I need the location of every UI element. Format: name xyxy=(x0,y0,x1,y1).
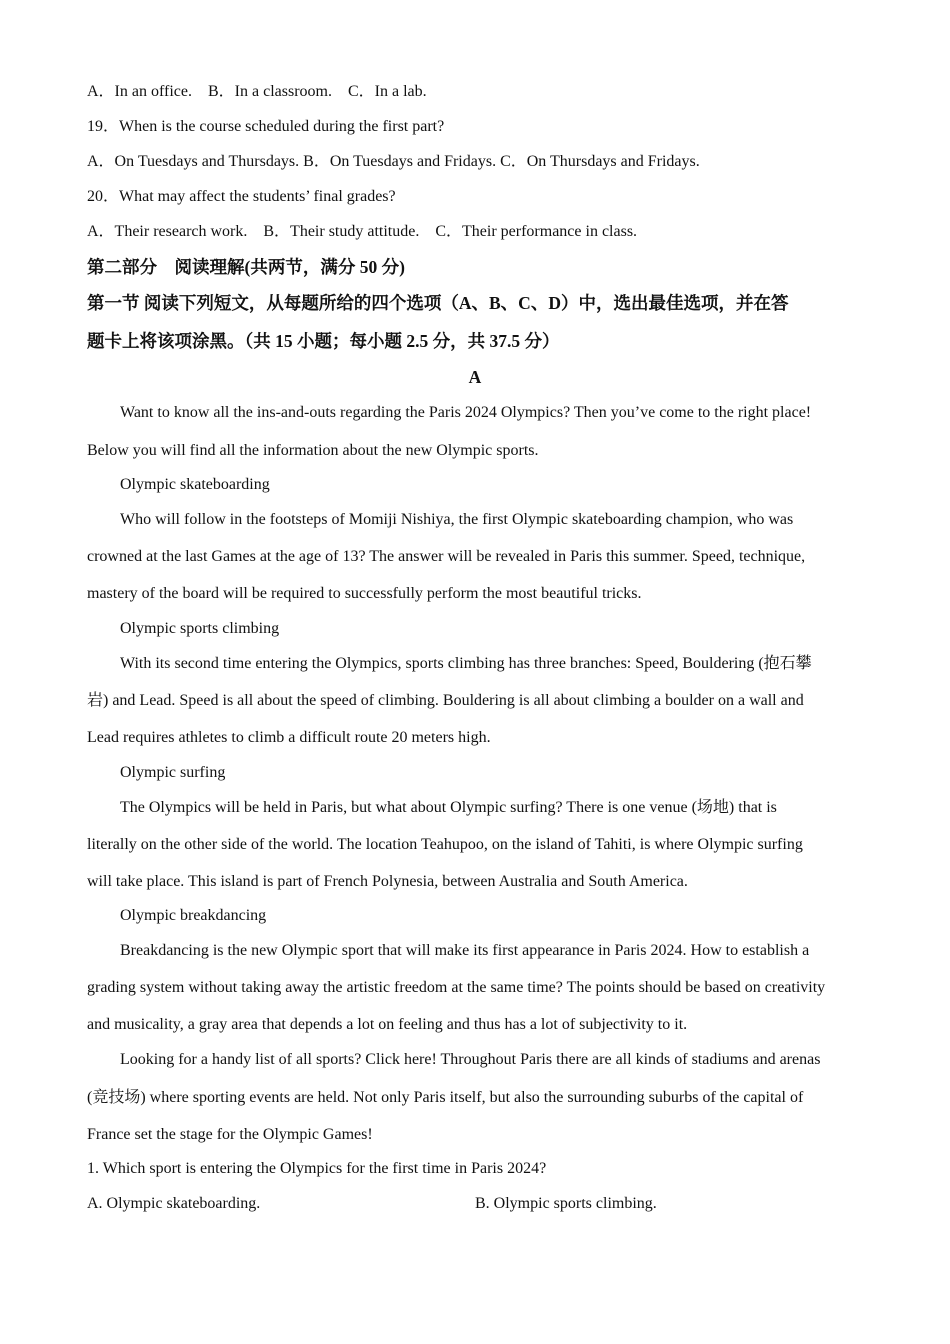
passage-text: The Olympics will be held in Paris, but what about Olympic surfing? There is one venue (场地) that is xyxy=(120,799,777,816)
subheading-breakdancing: Olympic breakdancing xyxy=(120,907,267,924)
subheading-surfing: Olympic surfing xyxy=(120,764,226,781)
q20-question: 20．What may affect the students’ final grades? xyxy=(87,188,396,205)
question-1: 1. Which sport is entering the Olympics for the first time in Paris 2024? xyxy=(87,1160,547,1177)
q18-options: A．In an office. B．In a classroom. C．In a lab. xyxy=(87,83,427,100)
passage-text: literally on the other side of the world. The location Teahupoo, on the island of Tahiti, is where Olympic surfing xyxy=(87,836,803,853)
part-two-heading: 第二部分 阅读理解(共两节，满分 50 分) xyxy=(87,257,405,277)
passage-text: (竞技场) where sporting events are held. Not only Paris itself, but also the surrounding suburbs of the capital of xyxy=(87,1089,804,1106)
passage-text: Below you will find all the information about the new Olympic sports. xyxy=(87,442,539,459)
passage-a-title: A xyxy=(468,367,482,387)
subheading-skateboarding: Olympic skateboarding xyxy=(120,476,270,493)
passage-text: mastery of the board will be required to successfully perform the most beautiful tricks. xyxy=(87,585,642,602)
passage-text: will take place. This island is part of French Polynesia, between Australia and South America. xyxy=(87,873,688,890)
passage-text: Breakdancing is the new Olympic sport that will make its first appearance in Paris 2024. How to establish a xyxy=(120,942,810,959)
q19-question: 19．When is the course scheduled during the first part? xyxy=(87,118,445,135)
section-one-instructions-cont: 题卡上将该项涂黑。（共 15 小题；每小题 2.5 分，共 37.5 分） xyxy=(87,331,560,351)
q20-options: A．Their research work. B．Their study attitude. C．Their performance in class. xyxy=(87,223,638,240)
passage-text: France set the stage for the Olympic Games! xyxy=(87,1126,373,1143)
passage-text: and musicality, a gray area that depends a lot on feeling and thus has a lot of subjectivity to it. xyxy=(87,1016,688,1033)
subheading-climbing: Olympic sports climbing xyxy=(120,620,280,637)
passage-text: Who will follow in the footsteps of Momiji Nishiya, the first Olympic skateboarding champion, who was xyxy=(120,511,794,528)
question-1-option-a: A. Olympic skateboarding. xyxy=(87,1195,261,1212)
question-1-option-b: B. Olympic sports climbing. xyxy=(475,1195,657,1212)
passage-text: 岩) and Lead. Speed is all about the speed of climbing. Bouldering is all about climbing a boulder on a wall and xyxy=(87,692,804,709)
q19-options: A．On Tuesdays and Thursdays. B．On Tuesdays and Fridays. C．On Thursdays and Fridays. xyxy=(87,153,700,170)
passage-text: crowned at the last Games at the age of 13? The answer will be revealed in Paris this summer. Speed, technique, xyxy=(87,548,806,565)
passage-text: Lead requires athletes to climb a difficult route 20 meters high. xyxy=(87,729,491,746)
passage-text: grading system without taking away the artistic freedom at the same time? The points should be based on creativity xyxy=(87,979,826,996)
passage-text: Want to know all the ins-and-outs regarding the Paris 2024 Olympics? Then you’ve come to the right place! xyxy=(120,404,812,421)
passage-text: With its second time entering the Olympics, sports climbing has three branches: Speed, Bouldering (抱石攀 xyxy=(120,655,812,672)
section-one-instructions: 第一节 阅读下列短文，从每题所给的四个选项（A、B、C、D）中，选出最佳选项，并在答 xyxy=(87,293,789,313)
passage-text: Looking for a handy list of all sports? Click here! Throughout Paris there are all kinds of stadiums and arenas xyxy=(120,1051,821,1068)
